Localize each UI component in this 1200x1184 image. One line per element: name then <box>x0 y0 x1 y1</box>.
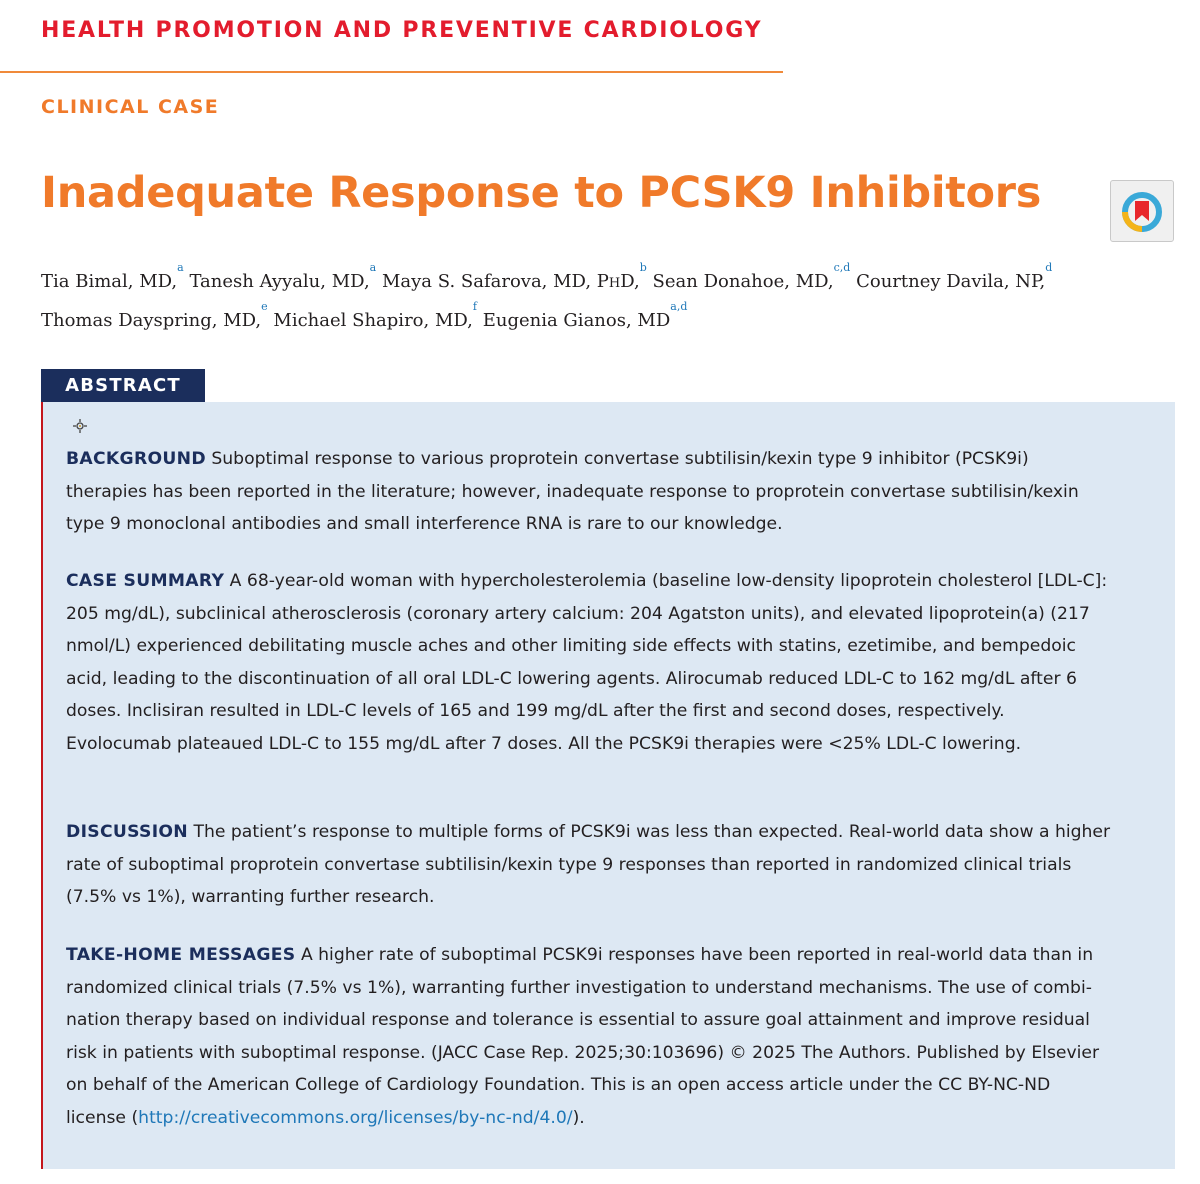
article-title: Inadequate Response to PCSK9 Inhibitors <box>41 168 1041 218</box>
abstract-text: Suboptimal response to various proprotein convertase subtilisin/kexin type 9 inhibitor (PCSK9i) therapies has been reported in the literature; however, inadequate response to proprotein convertase subtilisin/kexin type 9 monoclonal antibodies and small interference RNA is rare to our knowledge. <box>66 449 1079 534</box>
central-illustration-icon <box>72 418 88 434</box>
abstract-case-summary <box>66 565 1114 760</box>
abstract-background <box>66 443 1114 541</box>
author-list <box>41 260 1171 338</box>
author-name: Tanesh Ayyalu, MD, <box>189 271 370 292</box>
abstract-discussion <box>66 816 1114 914</box>
author-name: Eugenia Gianos, MD <box>482 310 671 331</box>
license-link[interactable]: http://creativecommons.org/licenses/by-nc-nd/4.0/ <box>138 1107 573 1128</box>
section-divider <box>0 71 783 73</box>
affiliation-marker[interactable]: c,d <box>833 261 851 274</box>
abstract-text-end: ). <box>572 1107 585 1128</box>
affiliation-marker[interactable]: f <box>472 300 477 313</box>
affiliation-marker[interactable]: a <box>369 261 377 274</box>
abstract-take-home <box>66 939 1114 1134</box>
abstract-text: A higher rate of suboptimal PCSK9i responses have been reported in real-world data than in randomized clinical trials (7.5% vs 1%), warranting further investigation to understand mechanisms. The use of combination therapy based on individual response and tolerance is essential to assure goal attainment and improve residual risk in patients with suboptimal response. (JACC Case Rep. 2025;30:103696) © 2025 The Authors. Published by Elsevier on behalf of the American College of Cardiology Foundation. This is an open access article under the CC BY-NC-ND license ( <box>66 945 1100 1128</box>
affiliation-marker[interactable]: e <box>261 300 268 313</box>
affiliation-marker[interactable]: a <box>177 261 184 274</box>
abstract-text: A 68-year-old woman with hypercholesterolemia (baseline low-density lipoprotein cholesterol [LDL-C]: 205 mg/dL), subclinical atherosclerosis (coronary artery calcium: 204 Agatston units), and elevated lipoprotein(a) (217 nmol/L) experienced debilitating muscle aches and other limiting side effects with statins, ezetimibe, and bempedoic acid, leading to the discontinuation of all oral LDL-C lowering agents. Alirocumab reduced LDL-C to 162 mg/dL after 6 doses. Inclisiran resulted in LDL-C levels of 165 and 199 mg/dL after the first and second doses, respectively. Evolocumab plateaued LDL-C to 155 mg/dL after 7 doses. All the PCSK9i therapies were <25% LDL-C lowering. <box>66 571 1108 754</box>
abstract-heading: BACKGROUND <box>66 449 206 469</box>
affiliation-marker[interactable]: a,d <box>670 300 688 313</box>
affiliation-marker[interactable]: d <box>1045 261 1053 274</box>
abstract-text: The patient’s response to multiple forms of PCSK9i was less than expected. Real-world data show a higher rate of suboptimal proprotein convertase subtilisin/kexin type 9 responses than reported in randomized clinical trials (7.5% vs 1%), warranting further research. <box>66 822 1111 907</box>
author-name: Tia Bimal, MD, <box>41 271 178 292</box>
author-name: Michael Shapiro, MD, <box>273 310 473 331</box>
abstract-heading: DISCUSSION <box>66 822 188 842</box>
author-name: Thomas Dayspring, MD, <box>41 310 262 331</box>
author-name: Maya S. Safarova, MD, PhD, <box>381 271 640 292</box>
abstract-heading: TAKE-HOME MESSAGES <box>66 945 296 965</box>
author-name: Courtney Davila, NP, <box>856 271 1046 292</box>
article-type-label: CLINICAL CASE <box>41 96 220 118</box>
affiliation-marker[interactable]: b <box>639 261 647 274</box>
journal-section-label: HEALTH PROMOTION AND PREVENTIVE CARDIOLOGY <box>41 18 763 43</box>
abstract-tab: ABSTRACT <box>41 369 205 402</box>
abstract-heading: CASE SUMMARY <box>66 571 225 591</box>
crossmark-icon <box>1111 181 1173 241</box>
crossmark-button[interactable] <box>1110 180 1174 242</box>
author-name: Sean Donahoe, MD, <box>652 271 834 292</box>
